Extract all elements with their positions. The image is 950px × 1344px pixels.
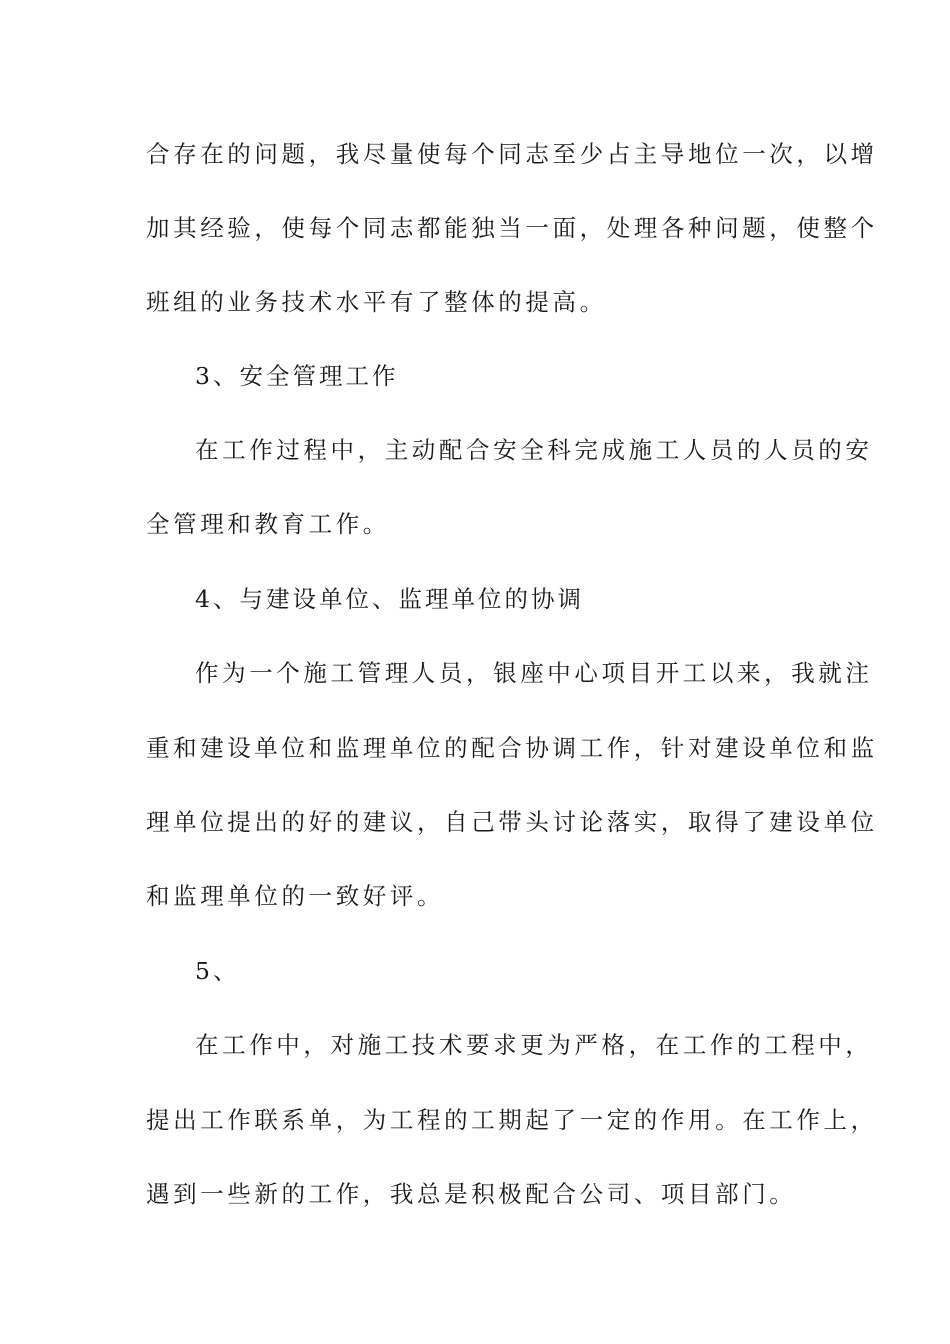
paragraph-line: 合存在的问题，我尽量使每个同志至少占主导地位一次，以增 [146, 140, 878, 168]
paragraph-line: 提出工作联系单，为工程的工期起了一定的作用。在工作上， [146, 1106, 878, 1134]
paragraph-line: 理单位提出的好的建议，自己带头讨论落实，取得了建设单位 [146, 808, 878, 836]
section-heading-3: 3、安全管理工作 [195, 362, 399, 390]
paragraph-line: 和监理单位的一致好评。 [146, 882, 445, 910]
section-heading-4: 4、与建设单位、监理单位的协调 [195, 585, 584, 613]
section-heading-5: 5、 [195, 957, 240, 985]
paragraph-line: 班组的业务技术水平有了整体的提高。 [146, 288, 607, 316]
paragraph-line: 全管理和教育工作。 [146, 510, 390, 538]
paragraph-line: 加其经验，使每个同志都能独当一面，处理各种问题，使整个 [146, 214, 878, 242]
paragraph-line: 在工作过程中，主动配合安全科完成施工人员的人员的安 [195, 436, 873, 464]
paragraph-line: 重和建设单位和监理单位的配合协调工作，针对建设单位和监 [146, 734, 878, 762]
paragraph-line: 在工作中，对施工技术要求更为严格，在工作的工程中， [195, 1031, 873, 1059]
paragraph-line: 作为一个施工管理人员，银座中心项目开工以来，我就注 [195, 659, 873, 687]
paragraph-line: 遇到一些新的工作，我总是积极配合公司、项目部门。 [146, 1180, 797, 1208]
